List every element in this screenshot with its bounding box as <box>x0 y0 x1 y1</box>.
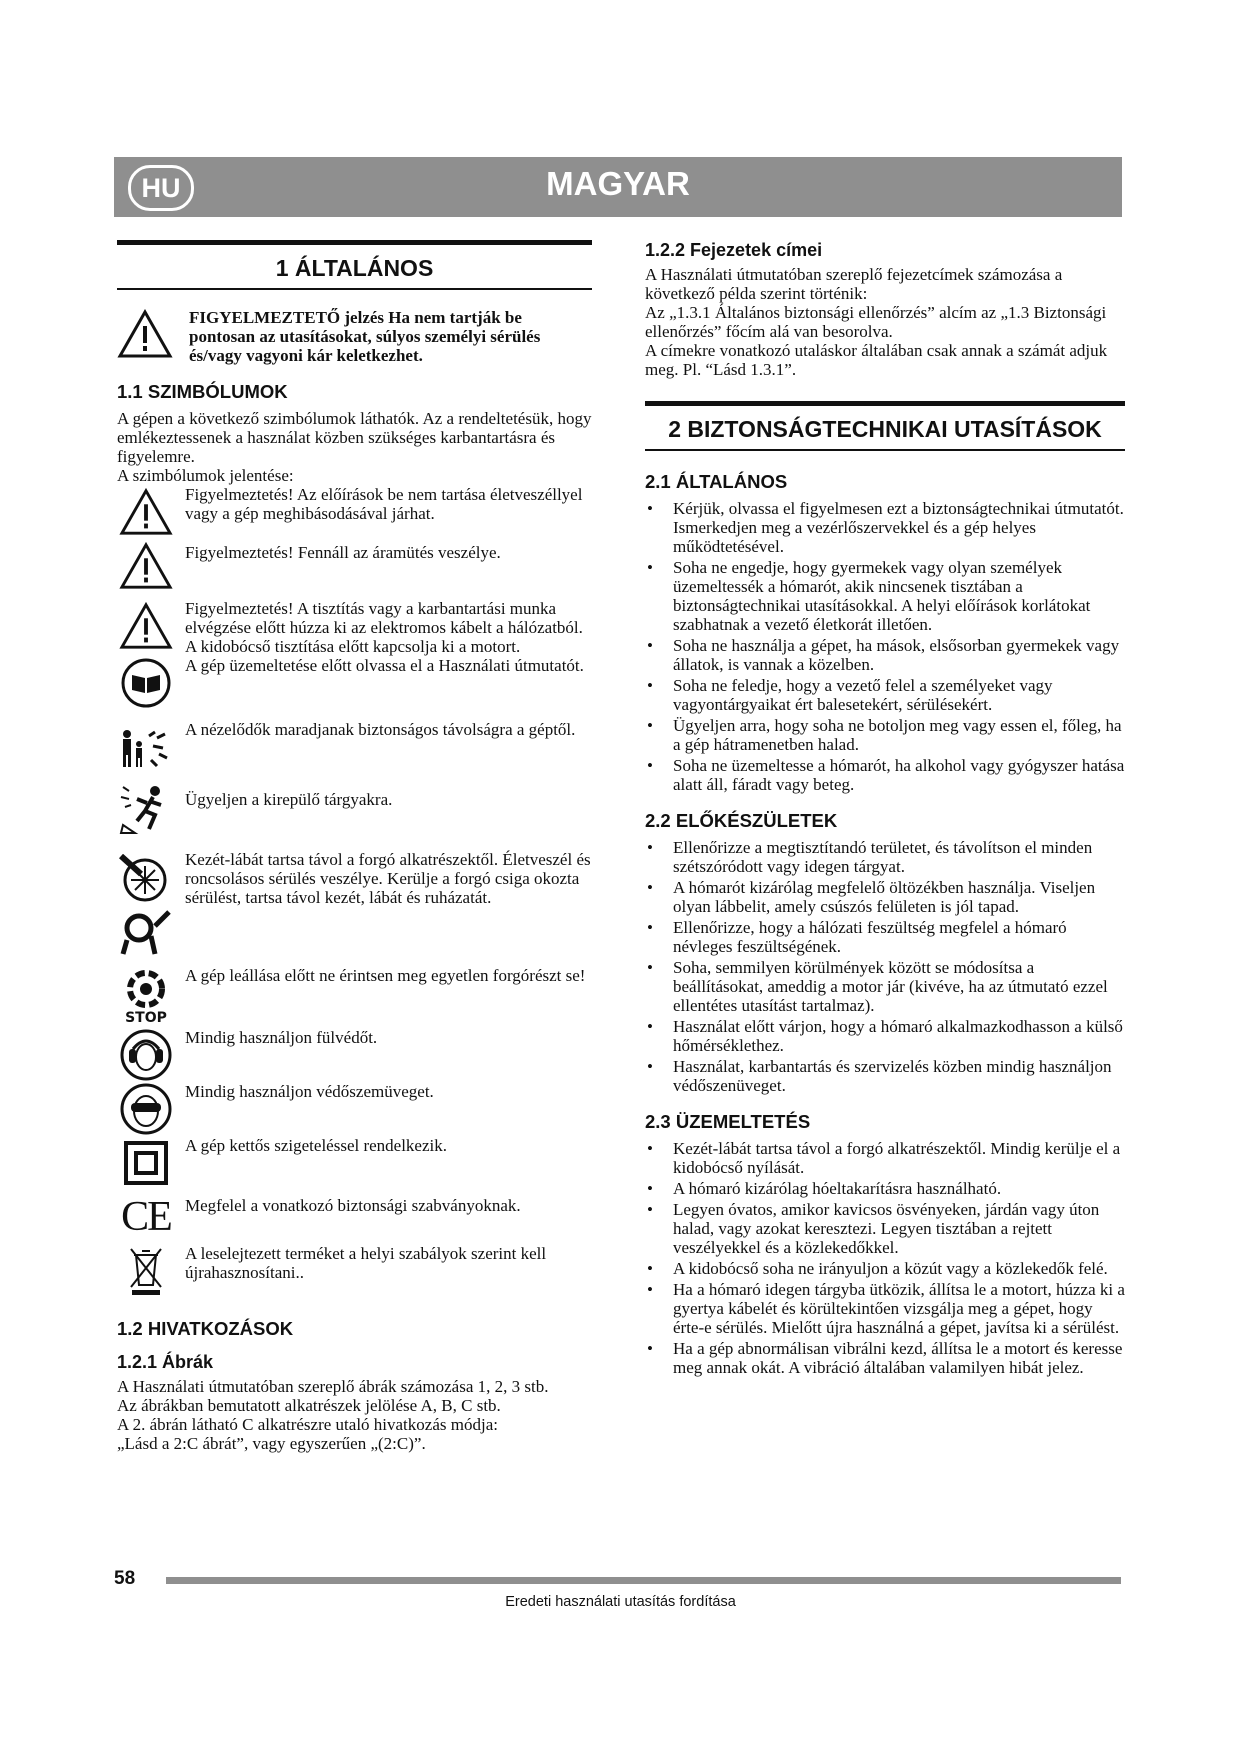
symbol-row <box>117 485 592 539</box>
warning-block <box>117 308 592 365</box>
rotating-auger-icon <box>117 850 175 960</box>
symbol-text: Mindig használjon fülvédőt. <box>185 1028 378 1047</box>
list-item: • Ügyeljen arra, hogy soha ne botoljon meg vagy essen el, főleg, ha a gép hátramenetben halad. <box>645 716 1125 754</box>
symbol-text: Megfelel a vonatkozó biztonsági szabványoknak. <box>185 1196 521 1215</box>
symbols-intro: A gépen a következő szimbólumok láthatók. Az a rendeltetésük, hogy emlékeztessenek a használat közben szükséges karbantartásra és figyelemre. <box>117 409 592 466</box>
list-item: • Használat előtt várjon, hogy a hómaró alkalmazkodhasson a külső hőmérséklethez. <box>645 1017 1125 1055</box>
symbol-row <box>117 599 592 656</box>
symbol-row <box>117 1244 592 1298</box>
warning-triangle-icon <box>117 539 175 593</box>
warning-text: FIGYELMEZTETŐ jelzés Ha nem tartják be pontosan az utasításokat, súlyos személyi sérülés és/vagy vagyoni kár keletkezhet. <box>189 308 541 365</box>
page-number: 58 <box>114 1568 136 1589</box>
list-item: • A kidobócső soha ne irányuljon a közút vagy a közlekedők felé. <box>645 1259 1125 1278</box>
figures-paragraph: „Lásd a 2:C ábrát”, vagy egyszerűen „(2:C)”. <box>117 1434 426 1453</box>
symbol-list <box>117 485 592 1298</box>
symbol-row <box>117 720 592 774</box>
general-safety-list <box>645 499 1125 794</box>
section-2-1-heading: 2.1 ÁLTALÁNOS <box>645 471 788 492</box>
symbol-row <box>117 1028 592 1082</box>
symbol-text: Figyelmeztetés! A tisztítás vagy a karbantartási munka elvégzése előtt húzza ki az elektromos kábelt a hálózatból. A kidobócső tisztítása előtt kapcsolja ki a motort. <box>185 599 583 656</box>
list-item: • Soha ne üzemeltesse a hómarót, ha alkohol vagy gyógyszer hatása alatt áll, fáradt vagy beteg. <box>645 756 1125 794</box>
symbol-text: Ügyeljen a kirepülő tárgyakra. <box>185 790 393 809</box>
footer-divider <box>166 1577 1121 1584</box>
list-item: • Ellenőrizze, hogy a hálózati feszültség megfelel a hómaró névleges feszültségének. <box>645 918 1125 956</box>
symbol-text: A gép kettős szigeteléssel rendelkezik. <box>185 1136 447 1155</box>
list-item: • Kezét-lábát tartsa távol a forgó alkatrészektől. Mindig kerülje el a kidobócső nyílását. <box>645 1139 1125 1177</box>
section-2-2-heading: 2.2 ELŐKÉSZÜLETEK <box>645 810 838 831</box>
page-header-bar <box>114 157 1122 217</box>
symbol-row <box>117 1190 592 1244</box>
section-1-2-2-heading: 1.2.2 Fejezetek címei <box>645 240 823 260</box>
figures-paragraph: A 2. ábrán látható C alkatrészre utaló hivatkozás módja: <box>117 1415 498 1434</box>
section-2-3-heading: 2.3 ÜZEMELTETÉS <box>645 1111 811 1132</box>
symbol-row <box>117 782 592 836</box>
list-item: • Kérjük, olvassa el figyelmesen ezt a biztonságtechnikai útmutatót. Ismerkedjen meg a vezérlőszervekkel és a gép helyes működtetésével. <box>645 499 1125 556</box>
section-1-1-heading: 1.1 SZIMBÓLUMOK <box>117 381 288 402</box>
symbol-row <box>117 539 592 593</box>
list-item: • Soha, semmilyen körülmények között se módosítsa a beállításokat, ameddig a motor jár (kivéve, ha az útmutató ezzel ellentétes utasítást tartalmaz). <box>645 958 1125 1015</box>
stop-label: STOP <box>125 1010 167 1026</box>
symbol-text: A nézelődők maradjanak biztonságos távolságra a géptől. <box>185 720 576 739</box>
stop-rotation-icon <box>117 966 175 1028</box>
headings-paragraph: Az „1.3.1 Általános biztonsági ellenőrzés” alcím az „1.3 Biztonsági ellenőrzés” főcím alá van besorolva. <box>645 303 1107 341</box>
symbol-text: Figyelmeztetés! Fennáll az áramütés veszélye. <box>185 543 501 562</box>
section-2-heading: 2 BIZTONSÁGTECHNIKAI UTASÍTÁSOK <box>645 401 1125 451</box>
list-item: • Legyen óvatos, amikor kavicsos ösvényeken, járdán vagy úton halad, vagy azokat keresztezi. Legyen tisztában a rejtett veszélyekkel és a közlekedőkkel. <box>645 1200 1125 1257</box>
eye-protection-icon <box>117 1082 175 1136</box>
symbol-text: A gép üzemeltetése előtt olvassa el a Használati útmutatót. <box>185 656 584 675</box>
warning-triangle-icon <box>117 309 177 364</box>
list-item: • A hómarót kizárólag megfelelő öltözékben használja. Viseljen olyan lábbelit, amely csúszós felületen is jól tapad. <box>645 878 1125 916</box>
list-item: • Ha a hómaró idegen tárgyba ütközik, állítsa le a motort, húzza ki a gyertya kábelét és körültekintően vizsgálja meg a gépet, hogy érte-e sérülés. Mielőtt újra használná a gépet, javítsa ki a sérülést. <box>645 1280 1125 1337</box>
list-item: • Soha ne engedje, hogy gyermekek vagy olyan személyek üzemeltessék a hómarót, akik nincsenek tisztában a biztonságtechnikai utasításokkal. A helyi előírások korlátokat szabhatnak a vezető életkorát illetően. <box>645 558 1125 634</box>
section-1-2-heading: 1.2 HIVATKOZÁSOK <box>117 1318 294 1339</box>
weee-bin-icon <box>117 1244 175 1298</box>
headings-paragraph: A Használati útmutatóban szereplő fejezetcímek számozása a következő példa szerint történik: <box>645 265 1063 303</box>
symbol-row <box>117 1082 592 1136</box>
symbol-text: Kezét-lábát tartsa távol a forgó alkatrészektől. Életveszél és roncsolásos sérülés veszélye. Kerülje a forgó csiga okozta sérülést, tartsa távol kezét, lábát és ruházatát. <box>185 850 591 907</box>
warning-triangle-icon <box>117 599 175 653</box>
symbol-text: A gép leállása előtt ne érintsen meg egyetlen forgórészt se! <box>185 966 586 985</box>
symbol-text: Figyelmeztetés! Az előírások be nem tartása életveszéllyel vagy a gép meghibásodásával járhat. <box>185 485 583 523</box>
list-item: • Ellenőrizze a megtisztítandó területet, és távolítson el minden szétszóródott vagy idegen tárgyat. <box>645 838 1125 876</box>
list-item: • Használat, karbantartás és szervizelés közben mindig használjon védőszenüveget. <box>645 1057 1125 1095</box>
left-column <box>117 240 592 1453</box>
footer-caption: Eredeti használati utasítás fordítása <box>505 1594 736 1610</box>
symbol-row <box>117 656 592 710</box>
symbol-row <box>117 850 592 960</box>
double-insulation-icon <box>117 1136 175 1190</box>
section-1-heading: 1 ÁLTALÁNOS <box>117 240 592 290</box>
operation-list <box>645 1139 1125 1377</box>
language-title: MAGYAR <box>546 165 690 202</box>
preparation-list <box>645 838 1125 1095</box>
figures-paragraph: A Használati útmutatóban szereplő ábrák számozása 1, 2, 3 stb. <box>117 1377 549 1396</box>
flying-objects-icon <box>117 782 175 836</box>
language-code-badge: HU <box>128 165 194 211</box>
symbol-text: Mindig használjon védőszemüveget. <box>185 1082 434 1101</box>
headings-paragraph: A címekre vonatkozó utaláskor általában csak annak a számát adjuk meg. Pl. “Lásd 1.3.1”. <box>645 341 1108 379</box>
ear-protection-icon <box>117 1028 175 1082</box>
right-column <box>645 240 1125 1379</box>
list-item: • A hómaró kizárólag hóeltakarításra használható. <box>645 1179 1125 1198</box>
manual-book-icon <box>117 656 175 710</box>
list-item: • Soha ne használja a gépet, ha mások, elsősorban gyermekek vagy állatok, is vannak a közelben. <box>645 636 1125 674</box>
symbol-text: A leselejtezett terméket a helyi szabályok szerint kell újrahasznosítani.. <box>185 1244 547 1282</box>
symbol-row <box>117 1136 592 1190</box>
figures-paragraph: Az ábrákban bemutatott alkatrészek jelölése A, B, C stb. <box>117 1396 501 1415</box>
symbols-meaning-label: A szimbólumok jelentése: <box>117 466 294 485</box>
list-item: • Ha a gép abnormálisan vibrálni kezd, állítsa le a motort és keresse meg annak okát. A vibráció általában valamilyen hibát jelez. <box>645 1339 1125 1377</box>
list-item: • Soha ne feledje, hogy a vezető felel a személyeket vagy vagyontárgyaikat ért balesetekért, sérülésekért. <box>645 676 1125 714</box>
warning-triangle-icon <box>117 485 175 539</box>
section-1-2-1-heading: 1.2.1 Ábrák <box>117 1352 214 1372</box>
ce-mark-icon: CE <box>121 1194 171 1240</box>
symbol-row <box>117 966 592 1028</box>
bystanders-icon <box>117 720 175 774</box>
